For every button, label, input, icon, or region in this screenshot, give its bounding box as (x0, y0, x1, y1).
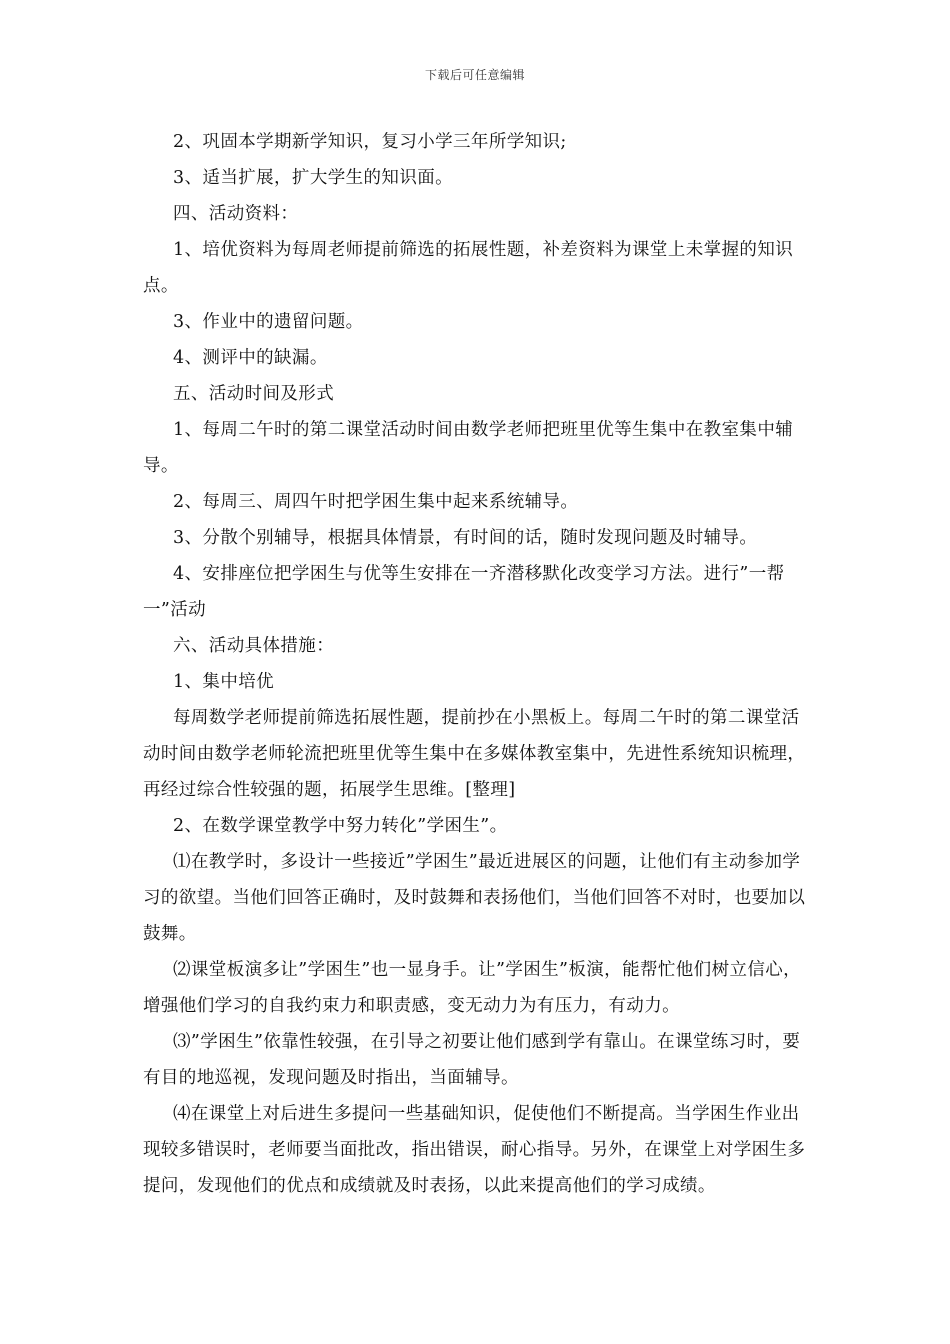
paragraph-time-1: 1、每周二午时的第二课堂活动时间由数学老师把班里优等生集中在教室集中辅导。 (143, 420, 794, 476)
section-heading-time-form: 五、活动时间及形式 (173, 384, 335, 404)
subheading-concentrated-training: 1、集中培优 (173, 672, 275, 692)
paragraph-time-4: 4、安排座位把学困生与优等生安排在一齐潜移默化改变学习方法。进行”一帮一”活动 (143, 564, 785, 620)
paragraph-materials-3: 3、作业中的遗留问题。 (173, 312, 364, 332)
paragraph-measure-2: ⑵课堂板演多让”学困生”也一显身手。让”学困生”板演，能帮忙他们树立信心，增强他们学习的自我约束力和职责感，变无动力为有压力，有动力。 (143, 960, 802, 1016)
paragraph-materials-1: 1、培优资料为每周老师提前筛选的拓展性题，补差资料为课堂上未掌握的知识点。 (143, 240, 794, 296)
document-body (143, 124, 808, 1204)
paragraph-materials-4: 4、测评中的缺漏。 (173, 348, 328, 368)
paragraph-time-2: 2、每周三、周四午时把学困生集中起来系统辅导。 (173, 492, 579, 512)
paragraph-goal-3: 3、适当扩展，扩大学生的知识面。 (173, 168, 454, 188)
subheading-classroom-transformation: 2、在数学课堂教学中努力转化”学困生”。 (173, 816, 508, 836)
paragraph-measure-4: ⑷在课堂上对后进生多提问一些基础知识，促使他们不断提高。当学困生作业出现较多错误时，老师要当面批改，指出错误，耐心指导。另外，在课堂上对学困生多提问，发现他们的优点和成绩就及时表扬，以此来提高他们的学习成绩。 (143, 1104, 806, 1196)
paragraph-goal-2: 2、巩固本学期新学知识，复习小学三年所学知识; (173, 132, 567, 152)
section-heading-materials: 四、活动资料： (173, 204, 299, 224)
section-heading-measures: 六、活动具体措施： (173, 636, 335, 656)
paragraph-measure-1: ⑴在教学时，多设计一些接近”学困生”最近进展区的问题，让他们有主动参加学习的欲望。当他们回答正确时，及时鼓舞和表扬他们，当他们回答不对时，也要加以鼓舞。 (143, 852, 806, 944)
page-header-note: 下载后可任意编辑 (424, 68, 525, 82)
paragraph-concentrated-training: 每周数学老师提前筛选拓展性题，提前抄在小黑板上。每周二午时的第二课堂活动时间由数学老师轮流把班里优等生集中在多媒体教室集中，先进性系统知识梳理，再经过综合性较强的题，拓展学生思维。[整理] (143, 708, 806, 800)
paragraph-measure-3: ⑶”学困生”依靠性较强，在引导之初要让他们感到学有靠山。在课堂练习时，要有目的地巡视，发现问题及时指出，当面辅导。 (143, 1032, 801, 1088)
paragraph-time-3: 3、分散个别辅导，根据具体情景，有时间的话，随时发现问题及时辅导。 (173, 528, 758, 548)
